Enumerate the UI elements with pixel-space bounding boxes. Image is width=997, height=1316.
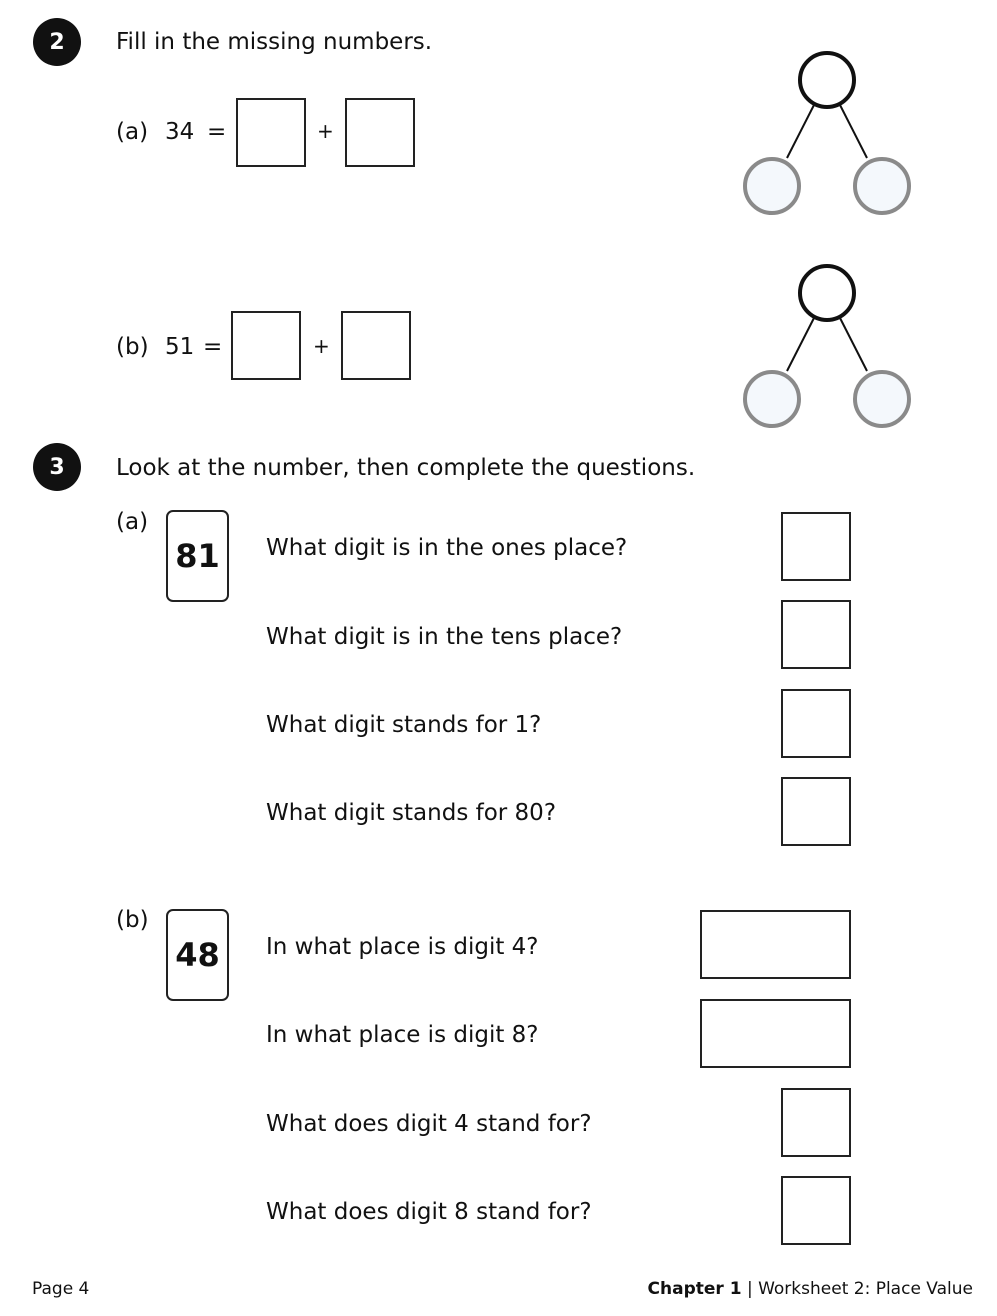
part-label: (b) [116,334,149,360]
bond-part-circle-right[interactable] [855,372,909,426]
answer-box[interactable] [781,600,851,669]
answer-box[interactable] [781,777,851,846]
bond-whole-circle[interactable] [800,53,854,107]
footer-separator: | [746,1279,753,1299]
given-number: 34 [165,119,195,145]
footer-chapter-info [648,1279,973,1299]
page-number: Page 4 [32,1279,90,1299]
answer-box-ones[interactable] [341,311,411,380]
question-number-badge: 3 [33,443,81,491]
question-text: What digit is in the ones place? [266,535,628,561]
bond-line-right [839,316,867,371]
bond-line-right [839,103,867,158]
question-text: What digit is in the tens place? [266,624,623,650]
question-text: In what place is digit 8? [266,1022,539,1048]
answer-box[interactable] [781,1088,851,1157]
question-number-badge: 2 [33,18,81,66]
answer-box-ones[interactable] [345,98,415,167]
number-bond-b [735,258,920,433]
answer-box[interactable] [781,1176,851,1245]
bond-part-circle-right[interactable] [855,159,909,213]
question-text: What does digit 8 stand for? [266,1199,592,1225]
chapter-label: Chapter 1 [647,1279,742,1299]
number-card: 48 [166,909,229,1001]
question-text: In what place is digit 4? [266,934,539,960]
answer-box[interactable] [781,689,851,758]
part-label: (a) [116,119,149,145]
given-number: 51 [165,334,195,360]
answer-box-tens[interactable] [236,98,306,167]
part-label: (b) [116,907,149,933]
question-text: What digit stands for 1? [266,712,542,738]
question-text: What digit stands for 80? [266,800,557,826]
bond-part-circle-left[interactable] [745,372,799,426]
bond-line-left [787,316,815,371]
answer-box[interactable] [781,512,851,581]
bond-part-circle-left[interactable] [745,159,799,213]
plus-sign: + [317,119,334,143]
bond-line-left [787,103,815,158]
answer-box-wide[interactable] [700,910,851,979]
equals-sign: = [207,119,227,145]
question-text: What does digit 4 stand for? [266,1111,592,1137]
answer-box-wide[interactable] [700,999,851,1068]
question-instruction: Fill in the missing numbers. [116,29,433,55]
number-card: 81 [166,510,229,602]
question-instruction: Look at the number, then complete the questions. [116,455,696,481]
answer-box-tens[interactable] [231,311,301,380]
number-bond-a [735,45,920,220]
equals-sign: = [203,334,223,360]
worksheet-title: Worksheet 2: Place Value [758,1279,973,1299]
bond-whole-circle[interactable] [800,266,854,320]
part-label: (a) [116,509,149,535]
plus-sign: + [313,334,330,358]
